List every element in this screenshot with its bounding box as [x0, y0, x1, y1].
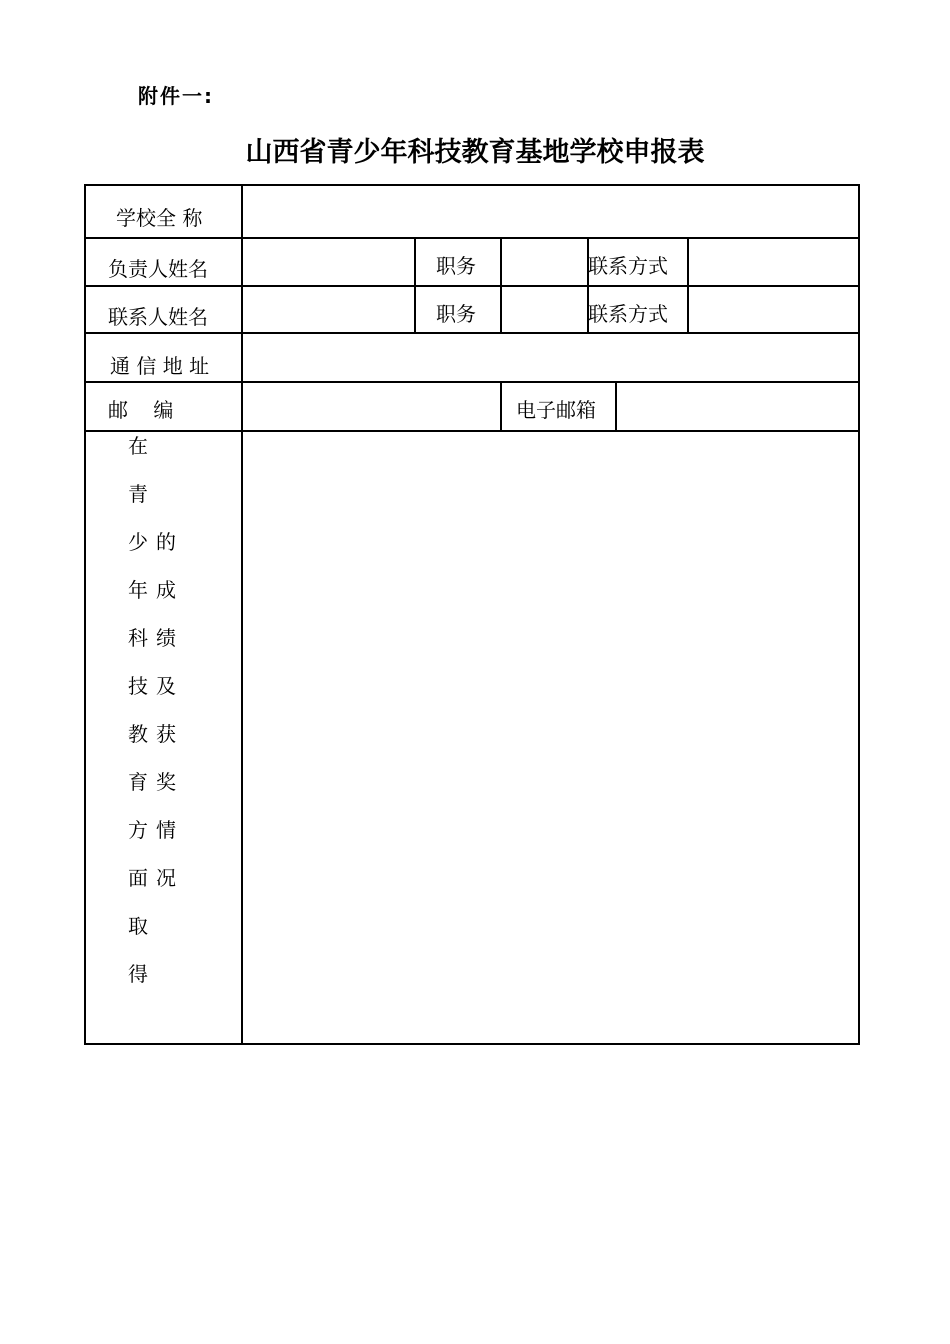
principal-name-field[interactable] — [243, 239, 413, 284]
column-divider — [500, 381, 502, 430]
achievements-char: 情 — [156, 818, 176, 842]
achievements-char: 成 — [156, 578, 176, 602]
principal-contact-label: 联系方式 — [588, 254, 668, 278]
achievements-label-col2 — [151, 518, 181, 902]
achievements-char: 绩 — [156, 626, 176, 650]
achievements-field[interactable] — [243, 432, 857, 1042]
attachment-label: 附件一: — [138, 84, 214, 108]
achievements-char: 在 — [128, 434, 148, 458]
principal-position-label: 职务 — [436, 254, 476, 278]
achievements-char: 方 — [128, 818, 148, 842]
column-divider — [414, 237, 416, 285]
contact-position-field[interactable] — [502, 287, 586, 331]
table-border-right — [858, 184, 860, 1045]
email-label: 电子邮箱 — [516, 398, 596, 422]
address-label: 通 信 地 址 — [110, 354, 210, 378]
achievements-char: 育 — [128, 770, 148, 794]
contact-name-label: 联系人姓名 — [108, 305, 208, 329]
table-border-bottom — [84, 1043, 860, 1045]
achievements-char: 况 — [156, 866, 176, 890]
achievements-char: 及 — [156, 674, 176, 698]
address-field[interactable] — [243, 334, 857, 380]
postcode-field[interactable] — [243, 383, 499, 429]
achievements-char: 少 — [128, 530, 148, 554]
achievements-char: 面 — [128, 866, 148, 890]
school-full-name-label: 学校全 称 — [116, 206, 203, 230]
school-full-name-field[interactable] — [243, 186, 857, 236]
achievements-char: 科 — [128, 626, 148, 650]
achievements-char: 得 — [128, 962, 148, 986]
table-border-left — [84, 184, 86, 1045]
achievements-char: 获 — [156, 722, 176, 746]
contact-position-label: 职务 — [436, 302, 476, 326]
achievements-char: 取 — [128, 914, 148, 938]
contact-name-field[interactable] — [243, 287, 413, 331]
email-field[interactable] — [617, 383, 857, 429]
achievements-char: 奖 — [156, 770, 176, 794]
application-form — [84, 184, 860, 1045]
contact-method-label: 联系方式 — [588, 302, 668, 326]
achievements-char: 的 — [156, 530, 176, 554]
postcode-label: 邮 编 — [108, 398, 174, 422]
principal-contact-field[interactable] — [689, 239, 857, 284]
achievements-char: 青 — [128, 482, 148, 506]
principal-position-field[interactable] — [502, 239, 586, 284]
achievements-char: 教 — [128, 722, 148, 746]
page-title: 山西省青少年科技教育基地学校申报表 — [245, 137, 705, 168]
column-divider — [414, 285, 416, 332]
principal-name-label: 负责人姓名 — [108, 257, 208, 281]
achievements-char: 技 — [128, 674, 148, 698]
achievements-label-col1 — [123, 422, 153, 998]
achievements-char: 年 — [128, 578, 148, 602]
contact-method-field[interactable] — [689, 287, 857, 331]
